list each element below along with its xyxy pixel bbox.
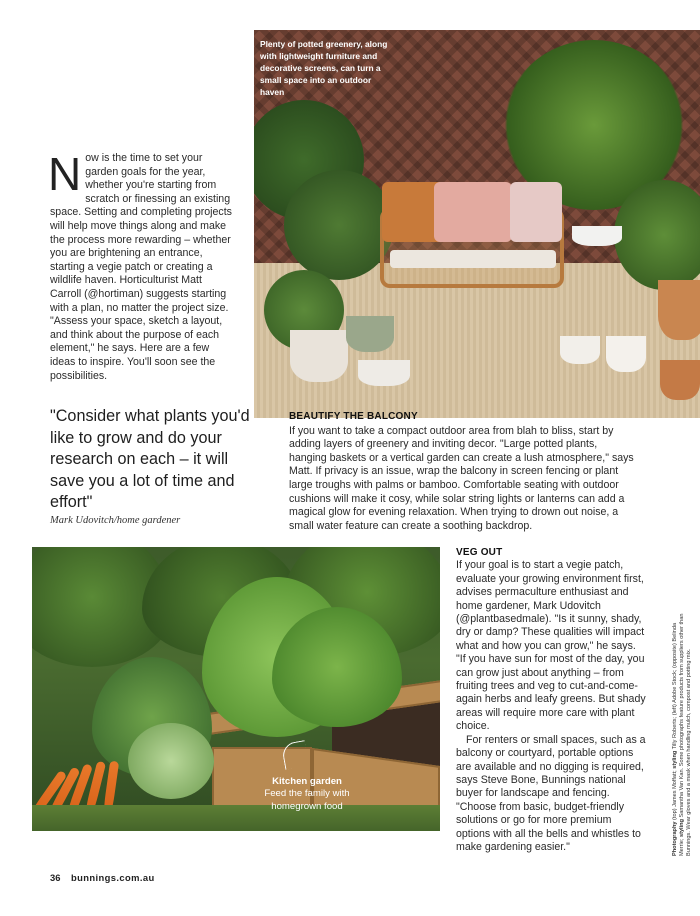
page-footer [50, 872, 155, 883]
balcony-photo-caption: Plenty of potted greenery, along with lightweight furniture and decorative screens, can turn a small space into an outdoor haven [260, 39, 388, 97]
intro-paragraph [48, 148, 236, 383]
drop-cap: N [48, 148, 82, 200]
photo-credits: Photography (top) James Moffatt; styling Tilly Roberts; (left) Adobe Stock; (opposite) Belinda Merrie; styling Samantha Van Kan. Some photographs feature products from suppliers other than Bunnings. Wear gloves and a mask when handling mulch, compost and potting mix. [672, 613, 692, 856]
balcony-heading: BEAUTIFY THE BALCONY [289, 411, 418, 422]
caption-title: Kitchen garden [272, 776, 342, 787]
veg-out-heading: VEG OUT [456, 547, 503, 558]
veg-out-para-1: If your goal is to start a vegie patch, evaluate your growing environment first, advises permaculture enthusiast and home gardener, Mark Udovitch (@plantbasedmale). "Is it sunny, shady, dry or damp? These qualities will impact what and how you can grow," he says. "If you have sun for most of the day, you can grow just about anything – from fruiting trees and veg to cut-and-come-again herbs and leafy greens. But shady areas will require more care with plant choice. [456, 559, 646, 733]
kitchen-garden-caption [252, 776, 362, 813]
pull-quote: "Consider what plants you'd like to grow and do your research on each – it will save you a lot of time and effort" [50, 407, 250, 511]
balcony-body: If you want to take a compact outdoor area from blah to bliss, start by adding layers of greenery and inviting decor. "Large potted plants, hanging baskets or a vertical garden can create a lush atmosphere," says Matt. If privacy is an issue, wrap the balcony in screen fencing or plant large troughs with palms or bamboo. Comfortable seating with outdoor cushions will make it cosy, while solar string lights or lanterns can add a magical glow for evening relaxation. When trying to drown out noise, a small water feature can create a soothing backdrop. [289, 424, 634, 532]
footer-site: bunnings.com.au [71, 872, 155, 883]
intro-text: ow is the time to set your garden goals for the year, whether you're starting from scratch or finessing an existing space. Setting and completing projects will help move things along and make the process more rewarding – whether you are brightening an entrance, starting a vegie patch or creating a wildlife haven. Horticulturist Matt Carroll (@hortiman) suggests starting with a plan, no matter the project size. "Assess your space, sketch a layout, and think about the purpose of each element," he says. Here are a few ideas to inspire. You'll soon see the possibilities. [50, 152, 232, 382]
veg-out-para-2: For renters or small spaces, such as a balcony or courtyard, portable options are available and no digging is required, says Steve Bone, Bunnings national buyer for landscape and fencing. "Choose from basic, budget-friendly solutions or go for more premium options with all the bells and whistles to make gardening easier." [456, 733, 646, 853]
kitchen-garden-photo [32, 547, 440, 831]
pull-quote-attribution: Mark Udovitch/home gardener [50, 515, 181, 526]
veg-out-section [456, 546, 646, 854]
caption-text: Feed the family with homegrown food [264, 788, 350, 812]
page-number: 36 [50, 872, 61, 883]
balcony-section [289, 410, 637, 533]
